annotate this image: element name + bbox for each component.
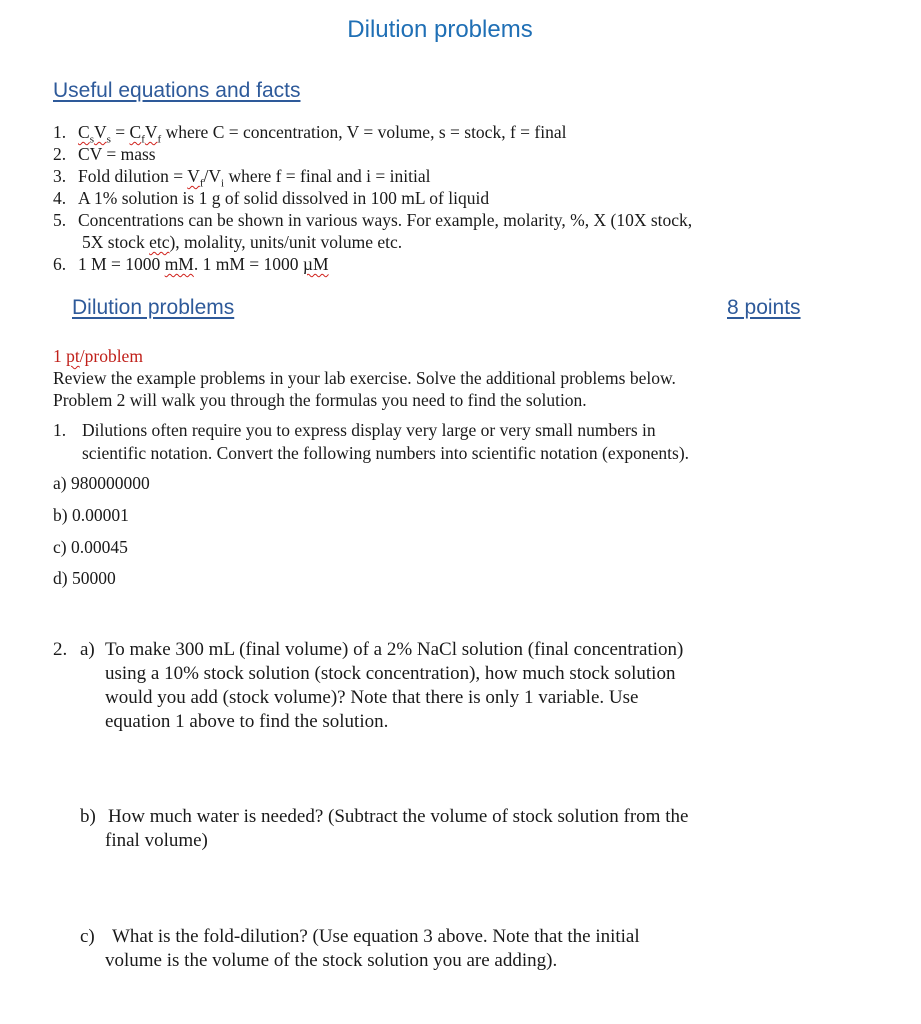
fact-item-5: 5. Concentrations can be shown in various ways. For example, molarity, %, X (10X stock,: [53, 210, 693, 230]
q1-part-b: b) 0.00001: [53, 505, 129, 525]
problems-heading: Dilution problems: [72, 296, 235, 319]
q2b-line-2: final volume): [105, 830, 208, 851]
fact-item-4: 4. A 1% solution is 1 g of solid dissolved in 100 mL of liquid: [53, 188, 490, 208]
q2a-line-2: using a 10% stock solution (stock concentration), how much stock solution: [105, 663, 676, 684]
q2c-line-2: volume is the volume of the stock solution you are adding).: [105, 950, 558, 971]
q1-part-c: c) 0.00045: [53, 537, 128, 557]
intro-line-2: Problem 2 will walk you through the formulas you need to find the solution.: [53, 390, 587, 410]
q2c-line-1: What is the fold-dilution? (Use equation 3 above. Note that the initial: [112, 926, 640, 947]
q1-number: 1.: [53, 420, 67, 440]
q2a-line-1: To make 300 mL (final volume) of a 2% NaCl solution (final concentration): [105, 639, 684, 660]
q2-number: 2.: [53, 639, 68, 660]
q2a-line-3: would you add (stock volume)? Note that there is only 1 variable. Use: [105, 687, 639, 708]
q2b-label: b): [80, 806, 96, 827]
points-label: 8 points: [727, 296, 801, 319]
q2b-line-1: How much water is needed? (Subtract the volume of stock solution from the: [108, 806, 689, 827]
q2a-label: a): [80, 639, 95, 660]
fact-item-3: 3. Fold dilution = $V_f/V_i$ where f = final and i = initial: [53, 166, 431, 190]
q1-line-1: Dilutions often require you to express display very large or very small numbers in: [82, 420, 656, 440]
facts-heading: Useful equations and facts: [53, 79, 301, 102]
fact-item-1: 1. $C_sV_s = C_fV_f$ where C = concentration, V = volume, s = stock, f = final: [53, 122, 567, 146]
q2a-line-4: equation 1 above to find the solution.: [105, 711, 389, 732]
points-per-problem: 1 pt/problem: [53, 346, 143, 366]
q1-part-d: d) 50000: [53, 568, 116, 588]
q1-line-2: scientific notation. Convert the following numbers into scientific notation (exponents).: [82, 443, 690, 463]
fact-item-5-cont: 5X stock etc), molality, units/unit volume etc.: [82, 232, 403, 252]
intro-line-1: Review the example problems in your lab exercise. Solve the additional problems below.: [53, 368, 676, 388]
fact-item-6: 6. 1 M = 1000 mM. 1 mM = 1000 µM: [53, 254, 329, 274]
fact-item-2: 2. CV = mass: [53, 144, 156, 164]
page-title: Dilution problems: [347, 16, 533, 43]
q1-part-a: a) 980000000: [53, 473, 150, 493]
q2c-label: c): [80, 926, 95, 947]
